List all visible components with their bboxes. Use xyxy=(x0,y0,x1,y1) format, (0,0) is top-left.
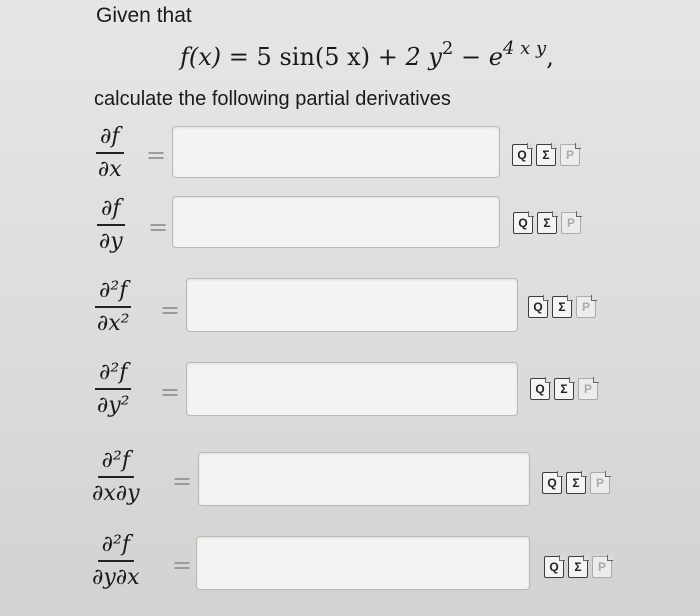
answer-input-fyx[interactable] xyxy=(196,536,530,590)
toolbar-fy xyxy=(513,212,581,234)
derivative-fx: $\frac{\partial f}{\partial x}$ xyxy=(97,124,122,182)
answer-input-fx[interactable] xyxy=(172,126,500,178)
answer-input-fxy[interactable] xyxy=(198,452,530,506)
preview-icon[interactable]: Q xyxy=(513,212,533,234)
equals-sign: = xyxy=(148,213,169,241)
equation-editor-icon[interactable]: Σ xyxy=(536,144,556,166)
preview-icon[interactable]: Q xyxy=(530,378,550,400)
derivative-fxx: $\frac{\text{∂²f}}{\text{∂x²}}$ xyxy=(96,278,130,336)
answer-input-fyy[interactable] xyxy=(186,362,518,416)
help-icon[interactable]: P xyxy=(560,144,580,166)
derivative-fyx: $\frac{\text{∂²f}}{\partial y\partial x}$ xyxy=(92,532,140,590)
intro-text: Given that xyxy=(96,4,192,27)
equals-sign: = xyxy=(146,141,167,169)
help-icon[interactable]: P xyxy=(578,378,598,400)
help-icon[interactable]: P xyxy=(592,556,612,578)
toolbar-fxy xyxy=(542,472,610,494)
preview-icon[interactable]: Q xyxy=(512,144,532,166)
toolbar-fyx xyxy=(544,556,612,578)
equation-editor-icon[interactable]: Σ xyxy=(554,378,574,400)
derivative-fyy: $\frac{\text{∂²f}}{\text{∂y²}}$ xyxy=(96,360,130,418)
answer-input-fxx[interactable] xyxy=(186,278,518,332)
function-definition: f(x) = 5 sin(5 x) + 2 $y^2 - e^{4 x y}$, xyxy=(180,38,554,71)
instruction-text: calculate the following partial derivatives xyxy=(94,88,451,110)
preview-icon[interactable]: Q xyxy=(542,472,562,494)
preview-icon[interactable]: Q xyxy=(544,556,564,578)
derivative-fy: $\frac{\partial f}{\partial y}$ xyxy=(98,196,123,254)
toolbar-fyy xyxy=(530,378,598,400)
equals-sign: = xyxy=(172,467,193,495)
preview-icon[interactable]: Q xyxy=(528,296,548,318)
equals-sign: = xyxy=(160,378,181,406)
help-icon[interactable]: P xyxy=(590,472,610,494)
equation-editor-icon[interactable]: Σ xyxy=(566,472,586,494)
equation-editor-icon[interactable]: Σ xyxy=(568,556,588,578)
derivative-fxy: $\frac{\text{∂²f}}{\partial x\partial y}$ xyxy=(92,448,140,506)
equals-sign: = xyxy=(160,296,181,324)
help-icon[interactable]: P xyxy=(561,212,581,234)
equation-editor-icon[interactable]: Σ xyxy=(552,296,572,318)
toolbar-fx xyxy=(512,144,580,166)
equals-sign: = xyxy=(172,551,193,579)
help-icon[interactable]: P xyxy=(576,296,596,318)
answer-input-fy[interactable] xyxy=(172,196,500,248)
toolbar-fxx xyxy=(528,296,596,318)
equation-editor-icon[interactable]: Σ xyxy=(537,212,557,234)
